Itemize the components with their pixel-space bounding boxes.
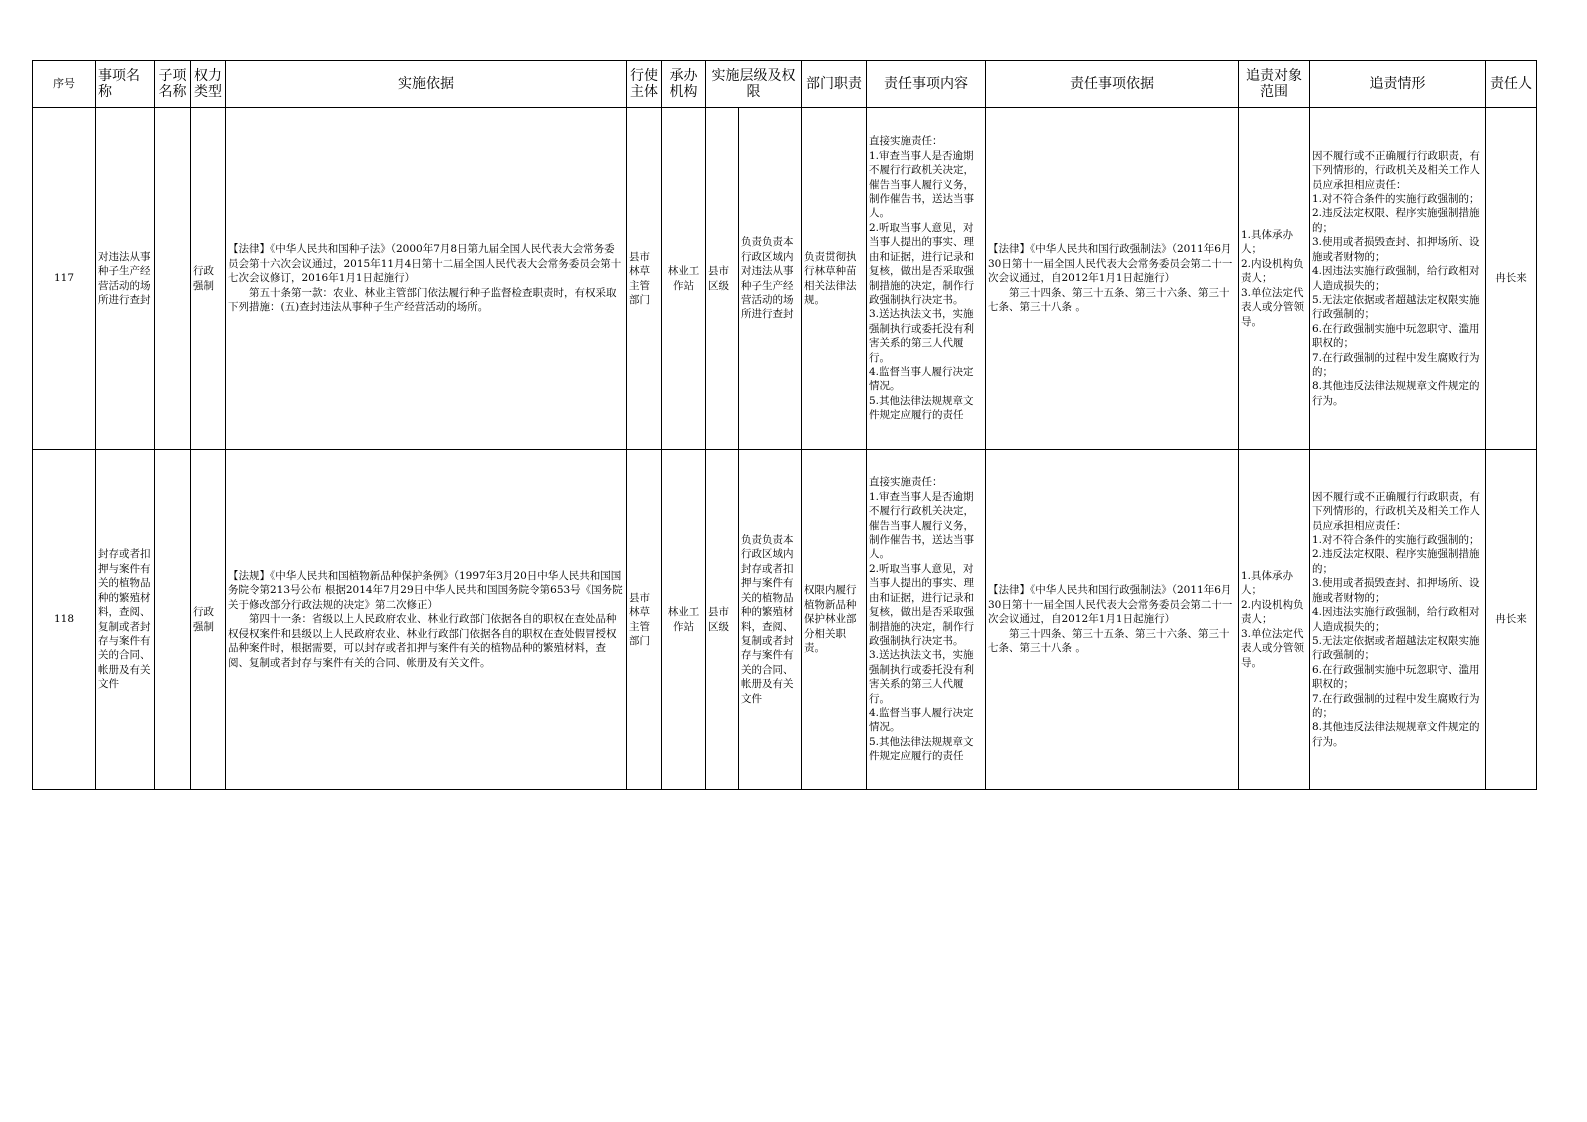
cell-resp-content: 直接实施责任： 1.审查当事人是否逾期不履行行政机关决定，催告当事人履行义务，制作催告书，送达当事人。 2.听取当事人意见，对当事人提出的事实、理由和证据，进行记录和复核，做出是否采取强制措施的决定，制作行政强制执行决定书。 3.送达执法文书，实施强制执行或委托没有利害关系的第三人代履行。 4.监督当事人履行决定情况。 5.其他法律法规规章文件规定应履行的责任 [867,450,986,790]
cell-subject: 县市林草主管部门 [627,450,662,790]
header-level-scope: 实施层级及权限 [706,61,802,108]
header-sub-item: 子项名称 [155,61,191,108]
cell-scope: 负责负责本行政区域内对违法从事种子生产经营活动的场所进行查封 [739,108,802,450]
resp-basis-articles: 第三十四条、第三十五条、第三十六条、第三十七条、第三十八条 。 [988,286,1230,314]
basis-law: 【法规】《中华人民共和国植物新品种保护条例》（1997年3月20日中华人民共和国国务院令第213号公布 根据2014年7月29日中华人民共和国国务院令第653号《国务院关于修改部分行政法规的决定》第二次修正） [228,570,623,611]
header-undertaker: 承办机构 [662,61,706,108]
basis-law: 【法律】《中华人民共和国种子法》（2000年7月8日第九届全国人民代表大会常务委员会第十六次会议通过，2015年11月4日第十二届全国人民代表大会常务委员会第十七次会议修订，2016年1月1日起施行） [228,243,622,285]
cell-resp-basis [986,108,1239,450]
header-basis: 实施依据 [226,61,627,108]
cell-resp-basis [986,450,1239,790]
table-row [33,108,1537,450]
cell-accountability-cases: 因不履行或不正确履行行政职责，有下列情形的，行政机关及相关工作人员应承担相应责任： 1.对不符合条件的实施行政强制的； 2.违反法定权限、程序实施强制措施的； 3.使用或者损毁查封、扣押场所、设施或者财物的； 4.因违法实施行政强制，给行政相对人造成损失的； 5.无法定依据或者超越法定权限实施行政强制的； 6.在行政强制实施中玩忽职守、滥用职权的； 7.在行政强制的过程中发生腐败行为的； 8.其他违反法律法规规章文件规定的行为。 [1310,450,1486,790]
cell-scope: 负责负责本行政区域内封存或者扣押与案件有关的植物品种的繁殖材料，查阅、复制或者封存与案件有关的合同、帐册及有关文件 [739,450,802,790]
header-resp-content: 责任事项内容 [867,61,986,108]
cell-responsible-person: 冉长来 [1486,108,1537,450]
cell-accountability-scope: 1.具体承办人； 2.内设机构负责人； 3.单位法定代表人或分管领导。 [1239,450,1310,790]
cell-seq: 118 [33,450,96,790]
header-responsible-person: 责任人 [1486,61,1537,108]
header-item-name: 事项名称 [96,61,155,108]
header-row [33,61,1537,108]
resp-basis-law: 【法律】《中华人民共和国行政强制法》（2011年6月30日第十一届全国人民代表大会常务委员会第二十一次会议通过，自2012年1月1日起施行） [988,243,1233,285]
cell-sub-item [155,108,191,450]
cell-dept-duty: 负责贯彻执行林草种苗相关法律法规。 [802,108,867,450]
power-list-table [32,60,1537,790]
resp-basis-articles: 第三十四条、第三十五条、第三十六条、第三十七条、第三十八条 。 [988,627,1230,655]
cell-subject: 县市林草主管部门 [627,108,662,450]
header-accountability-scope: 追责对象范围 [1239,61,1310,108]
header-accountability-cases: 追责情形 [1310,61,1486,108]
cell-basis [226,108,627,450]
cell-accountability-scope: 1.具体承办人； 2.内设机构负责人； 3.单位法定代表人或分管领导。 [1239,108,1310,450]
cell-power-type: 行政强制 [191,450,226,790]
header-seq: 序号 [33,61,96,108]
cell-responsible-person: 冉长来 [1486,450,1537,790]
cell-level: 县市区级 [706,108,739,450]
cell-undertaker: 林业工作站 [662,108,706,450]
header-dept-duty: 部门职责 [802,61,867,108]
basis-article: 第四十一条：省级以上人民政府农业、林业行政部门依据各自的职权在查处品种权侵权案件和县级以上人民政府农业、林业行政部门依据各自的职权在查处假冒授权品种案件时，根据需要，可以封存或者扣押与案件有关的植物品种的繁殖材料，查阅、复制或者封存与案件有关的合同、帐册及有关文件。 [228,613,617,669]
cell-accountability-cases: 因不履行或不正确履行行政职责，有下列情形的，行政机关及相关工作人员应承担相应责任： 1.对不符合条件的实施行政强制的； 2.违反法定权限、程序实施强制措施的； 3.使用或者损毁查封、扣押场所、设施或者财物的； 4.因违法实施行政强制，给行政相对人造成损失的； 5.无法定依据或者超越法定权限实施行政强制的； 6.在行政强制实施中玩忽职守、滥用职权的； 7.在行政强制的过程中发生腐败行为的； 8.其他违反法律法规规章文件规定的行为。 [1310,108,1486,450]
cell-basis [226,450,627,790]
header-power-type: 权力类型 [191,61,226,108]
header-resp-basis: 责任事项依据 [986,61,1239,108]
cell-seq: 117 [33,108,96,450]
cell-dept-duty: 权限内履行植物新品种保护林业部分相关职责。 [802,450,867,790]
basis-article: 第五十条第一款：农业、林业主管部门依法履行种子监督检查职责时，有权采取下列措施：(五)查封违法从事种子生产经营活动的场所。 [228,286,617,314]
cell-level: 县市区级 [706,450,739,790]
cell-undertaker: 林业工作站 [662,450,706,790]
table-row [33,450,1537,790]
cell-resp-content: 直接实施责任： 1.审查当事人是否逾期不履行行政机关决定，催告当事人履行义务，制作催告书，送达当事人。 2.听取当事人意见，对当事人提出的事实、理由和证据，进行记录和复核，做出是否采取强制措施的决定，制作行政强制执行决定书。 3.送达执法文书，实施强制执行或委托没有利害关系的第三人代履行。 4.监督当事人履行决定情况。 5.其他法律法规规章文件规定应履行的责任 [867,108,986,450]
cell-item-name: 对违法从事种子生产经营活动的场所进行查封 [96,108,155,450]
cell-sub-item [155,450,191,790]
cell-power-type: 行政强制 [191,108,226,450]
header-subject: 行使主体 [627,61,662,108]
resp-basis-law: 【法律】《中华人民共和国行政强制法》（2011年6月30日第十一届全国人民代表大会常务委员会第二十一次会议通过，自2012年1月1日起施行） [988,584,1233,626]
cell-item-name: 封存或者扣押与案件有关的植物品种的繁殖材料，查阅、复制或者封存与案件有关的合同、帐册及有关文件 [96,450,155,790]
